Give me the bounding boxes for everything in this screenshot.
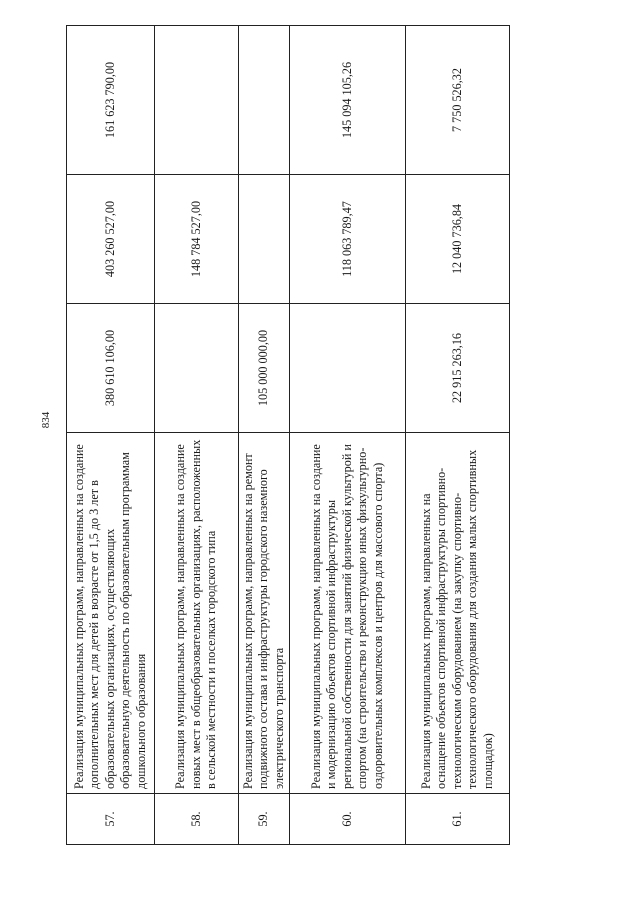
amount-year-1: 22 915 263,16	[406, 304, 510, 433]
amount-year-3: 7 750 526,32	[406, 26, 510, 175]
amount-year-1: 105 000 000,00	[239, 304, 290, 433]
amount-year-1: 380 610 106,00	[67, 304, 155, 433]
row-number: 60.	[290, 794, 406, 845]
amount-year-3: 161 623 790,00	[67, 26, 155, 175]
table-row	[406, 26, 510, 845]
table-row	[239, 26, 290, 845]
amount-year-2	[239, 175, 290, 304]
row-number: 61.	[406, 794, 510, 845]
amount-year-2: 403 260 527,00	[67, 175, 155, 304]
amount-year-3: 145 094 105,26	[290, 26, 406, 175]
program-name: Реализация муниципальных программ, направленных на оснащение объектов спортивной инфраструктуры спортивно-технологическим оборудованием (на закупку спортивно-технологического оборудования для создания малых спортивных площадок)	[406, 433, 510, 794]
table-row	[67, 26, 155, 845]
row-number: 58.	[155, 794, 239, 845]
amount-year-3	[155, 26, 239, 175]
page-number: 834	[40, 411, 52, 429]
program-name: Реализация муниципальных программ, направленных на создание и модернизацию объектов спортивной инфраструктуры региональной собственности для занятий физической культурой и спортом (на строительство и реконструкцию иных физкультурно-оздоровительных комплексов и центров для массового спорта)	[290, 433, 406, 794]
amount-year-3	[239, 26, 290, 175]
amount-year-1	[290, 304, 406, 433]
budget-table	[66, 25, 510, 845]
program-name: Реализация муниципальных программ, направленных на создание дополнительных мест для детей в возрасте от 1,5 до 3 лет в образовательных организациях, осуществляющих образовательную деятельность по образовательным программам дошкольного образования	[67, 433, 155, 794]
amount-year-2: 118 063 789,47	[290, 175, 406, 304]
amount-year-2: 12 040 736,84	[406, 175, 510, 304]
program-name: Реализация муниципальных программ, направленных на ремонт подвижного состава и инфраструктуры городского наземного электрического транспорта	[239, 433, 290, 794]
row-number: 59.	[239, 794, 290, 845]
budget-table-frame	[66, 45, 509, 845]
table-row	[290, 26, 406, 845]
amount-year-2: 148 784 527,00	[155, 175, 239, 304]
amount-year-1	[155, 304, 239, 433]
program-name: Реализация муниципальных программ, направленных на создание новых мест в общеобразовательных организациях, расположенных в сельской местности и поселках городского типа	[155, 433, 239, 794]
row-number: 57.	[67, 794, 155, 845]
table-row	[155, 26, 239, 845]
